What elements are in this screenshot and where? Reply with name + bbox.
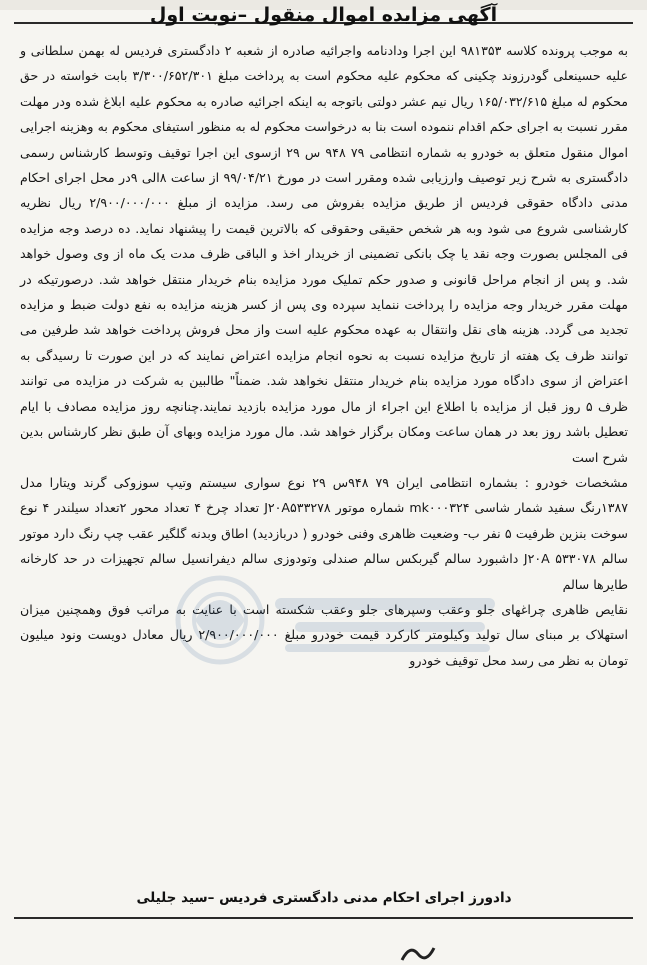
notice-paragraph-defects-price: نقایص ظاهری چراغهای جلو وعقب وسپرهای جلو وعقب شکسته است با عنایت به مراتب فوق وهمچنین میزان استهلاک بر مبنای سال تولید وکیلومتر کارکرد قیمت خودرو مبلغ ۲/۹۰۰/۰۰۰/۰۰۰ ریال معادل دویست ونود میلیون تومان به نظر می رسد محل توقیف خودرو <box>20 601 628 668</box>
notice-body <box>20 38 628 673</box>
notice-paragraph-main: به موجب پرونده کلاسه ۹۸۱۳۵۳ این اجرا ودادنامه واجرائیه صادره از شعبه ۲ دادگستری فردیس له بهمن سلطانی و علیه حسینعلی گودرزوند چکینی که محکوم علیه محکوم است به پرداخت مبلغ ۳/۳۰۰/۶۵۲/۳۰۱ بابت خواسته در حق محکوم له مبلغ ۱۶۵/۰۳۲/۶۱۵ ریال نیم عشر دولتی باتوجه به اینکه اجرائیه صادره به محکوم علیه ابلاغ شده ودر مهلت مقرر نسبت به اجرای حکم اقدام ننموده است بنا به درخواست محکوم له به منظور استیفای محکوم به وهزینه اجرایی اموال منقول متعلق به خودرو به شماره انتظامی ۷۹ ۹۴۸ س ۲۹ ازسوی این اجرا توقیف وتوسط کارشناس رسمی دادگستری به شرح زیر توصیف وارزیابی شده ومقرر است در مورخ ۹۹/۰۴/۲۱ از ساعت ۸الی ۹در محل اجرای احکام مدنی دادگاه حقوقی فردیس از طریق مزایده بفروش می رسد. مزایده از مبلغ ۲/۹۰۰/۰۰۰/۰۰۰ ریال نظریه کارشناسی شروع می شود وبه هر شخص حقیقی وحقوقی که بالاترین قیمت را پیشنهاد نماید. ده درصد وجه مزایده فی المجلس بصورت وجه نقد یا چک بانکی تضمینی از خریدار اخذ و الباقی ظرف مدت یک ماه از وی وصول خواهد شد. و پس از انجام مراحل قانونی و صدور حکم تملیک مورد مزایده بنام خریدار منتقل خواهد شد. درصورتیکه در مهلت مقرر خریدار وجه مزایده را پرداخت ننماید سپرده وی پس از کسر هزینه مزایده به نفع دولت ضبط و مزایده تجدید می گردد. هزینه های نقل وانتقال به عهده محکوم علیه است واز محل فروش پرداخت خواهد شد طرفین می توانند ظرف یک هفته از تاریخ مزایده نسبت به نحوه انجام مزایده اعتراض نمایند که در این صورت تا رسیدگی به اعتراض از سوی دادگاه مورد مزایده بنام خریدار منتقل نخواهد شد. ضمناً" طالبین به شرکت در مزایده می توانند ظرف ۵ روز قبل از مزایده با اطلاع این اجراء از مال مورد مزایده بازدید نمایند.چنانچه روز مزایده مصادف با ایام تعطیل باشد روز بعد در همان ساعت ومکان برگزار خواهد شد. مال مورد مزایده وبهای آن طبق نظر کارشناس بدین شرح است <box>20 43 629 465</box>
notice-paragraph-vehicle-specs: مشخصات خودرو : بشماره انتظامی ایران ۷۹ ۹۴۸س ۲۹ نوع سواری سیستم وتیپ سوزوکی گرند ویتارا مدل ۱۳۸۷رنگ سفید شمار شاسی mk۰۰۰۳۲۴ شماره موتور J۲۰A۵۳۳۲۷۸ تعداد چرخ ۴ تعداد محور ۲تعداد سیلندر ۴ نوع سوخت بنزین ظرفیت ۵ نفر ب- وضعیت ظاهری وفنی خودرو ( دربازدید) اطاق وبدنه گلگیر عقب چپ رنگ دارد موتور سالم J۲۰A ۵۳۳۰۷۸ داشبورد سالم گیربکس سالم صندلی وتودوزی سالم دیفرانسیل سالم تجهیزات در حد کارخانه طایرها سالم <box>20 474 629 592</box>
page-edge-mark-icon <box>398 940 438 965</box>
notice-signature: دادورز اجرای احکام مدنی دادگستری فردیس –سید جلیلی <box>136 890 512 906</box>
notice-title: آگهی مزایده اموال منقول –نوبت اول <box>149 4 498 26</box>
